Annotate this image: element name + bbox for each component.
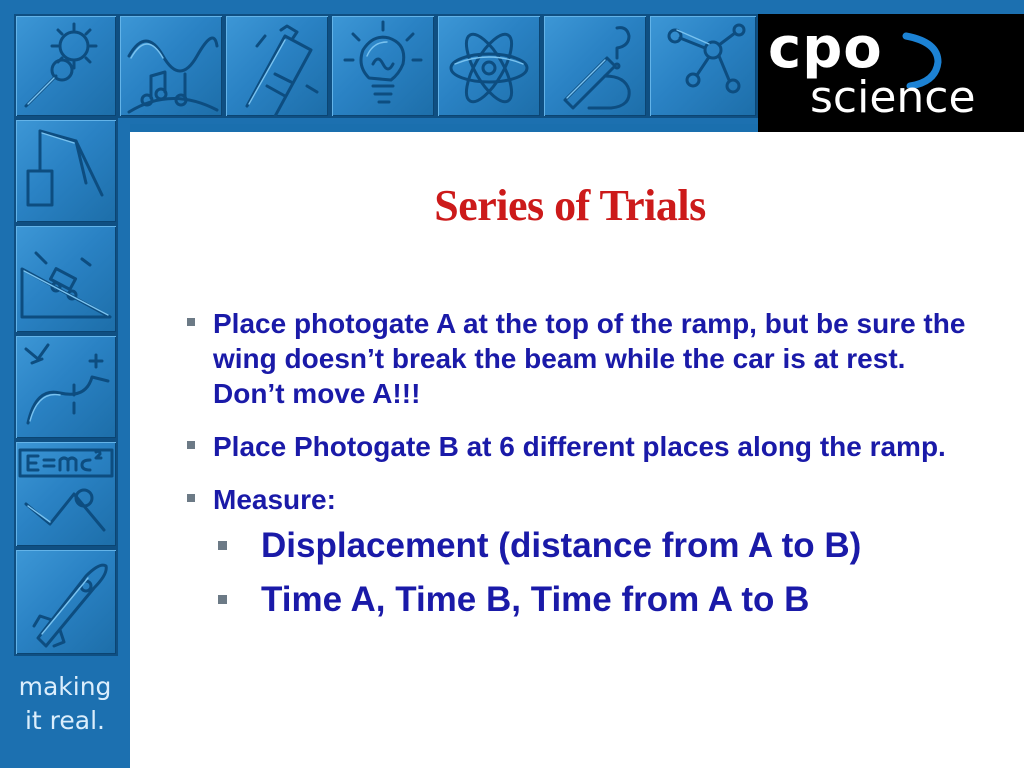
bullet-square-icon <box>218 595 227 604</box>
bullet-square-icon <box>187 318 195 326</box>
vector-graph-icon <box>14 334 118 440</box>
bullet-item <box>184 306 984 411</box>
molecule-icon <box>648 14 758 118</box>
cpo-science-logo <box>758 14 1024 132</box>
bullet-item <box>184 482 984 517</box>
bullet-item <box>184 429 984 464</box>
magnifier-sun-icon <box>14 14 118 118</box>
logo-science-text: science <box>810 72 976 123</box>
bullet-text: Place photogate A at the top of the ramp, but be sure the wing doesn’t break the beam while the car is at rest. Don’t move A!!! <box>213 308 966 409</box>
pendulum-icon <box>14 118 118 224</box>
logo-cpo-text: cpo <box>768 16 883 81</box>
battery-icon <box>224 14 330 118</box>
sub-bullet-item <box>184 521 984 571</box>
emc2-icon <box>14 440 118 548</box>
tagline-line2: it real. <box>24 706 106 735</box>
sub-bullet-text: Displacement (distance from A to B) <box>261 526 862 565</box>
bullet-square-icon <box>187 441 195 449</box>
rocket-icon <box>14 548 118 656</box>
slide-title: Series of Trials <box>434 181 706 230</box>
hand-pencil-icon <box>542 14 648 118</box>
bullet-list <box>184 306 984 625</box>
sub-bullet-item <box>184 575 984 625</box>
lightbulb-icon <box>330 14 436 118</box>
music-wave-icon <box>118 14 224 118</box>
sub-bullet-text: Time A, Time B, Time from A to B <box>261 580 810 619</box>
bullet-square-icon <box>187 494 195 502</box>
bullet-square-icon <box>218 541 227 550</box>
slide-content <box>130 132 1024 768</box>
ramp-car-icon <box>14 224 118 334</box>
tagline <box>0 670 130 738</box>
tagline-line1: making <box>18 672 112 701</box>
atom-icon <box>436 14 542 118</box>
bullet-text: Measure: <box>213 484 336 515</box>
bullet-text: Place Photogate B at 6 different places along the ramp. <box>213 431 946 462</box>
